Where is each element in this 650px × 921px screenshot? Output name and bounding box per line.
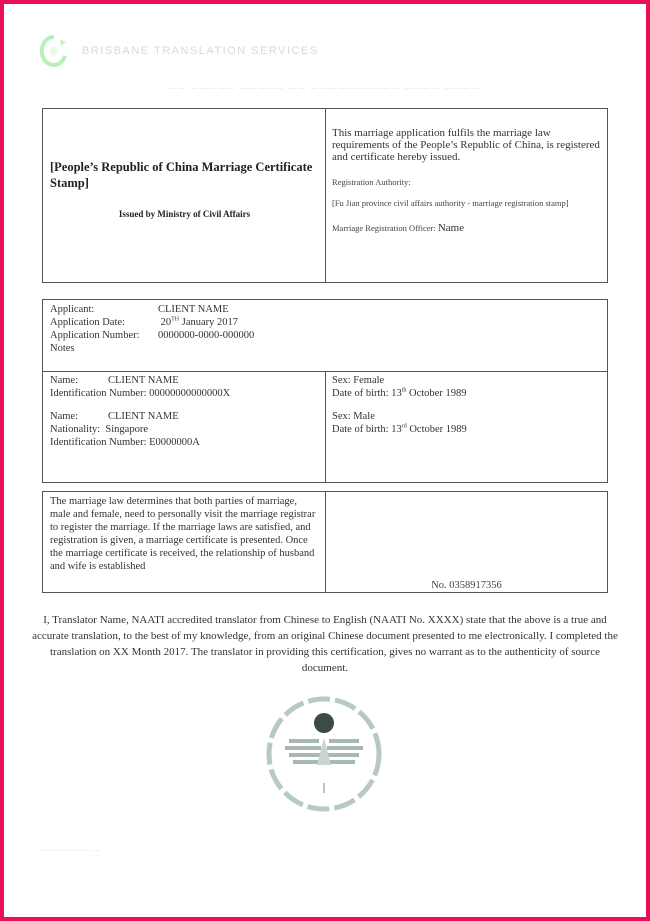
- circular-arrows-logo-icon: [40, 34, 68, 68]
- registration-statement: This marriage application fulfils the marriage law requirements of the People’s Republic of China, is registered and certificate hereby issued.: [332, 127, 600, 163]
- parties-demographics-cell: [326, 372, 607, 482]
- application-date-label: Application Date:: [50, 317, 125, 328]
- issued-by: Issued by Ministry of Civil Affairs: [118, 209, 251, 219]
- party2-sex: Sex: Male: [332, 411, 375, 422]
- company-name: BRISBANE TRANSLATION SERVICES: [82, 45, 319, 57]
- certificate-number: No. 0358917356: [431, 580, 502, 591]
- party1-name: Name: CLIENT NAME: [50, 375, 179, 386]
- party2-name: Name: CLIENT NAME: [50, 411, 179, 422]
- certificate-number-cell: [326, 492, 607, 592]
- document-subtitle: —— ————— ————— —— —————————— ———— ————: [169, 85, 481, 92]
- letterhead: [40, 34, 319, 68]
- application-number-label: Application Number:: [50, 330, 140, 341]
- parties-section: [43, 372, 607, 482]
- authority-stamp-note: [Fu Jian province civil affairs authority - marriage registration stamp]: [332, 198, 569, 208]
- stamp-title: [People’s Republic of China Marriage Certificate Stamp]: [50, 160, 313, 190]
- marriage-law-table: [42, 491, 608, 593]
- registration-authority-label: Registration Authority:: [332, 177, 411, 187]
- naati-seal-icon: [263, 693, 385, 815]
- certificate-stamp-table: [42, 108, 608, 283]
- applicant-row: [50, 303, 600, 316]
- party1-dob: Date of birth: 13th October 1989: [332, 387, 467, 399]
- parties-identity-cell: [43, 372, 326, 482]
- party1-sex: Sex: Female: [332, 375, 385, 386]
- notes-row: [50, 342, 600, 355]
- translator-declaration: I, Translator Name, NAATI accredited translator from Chinese to English (NAATI No. XXXX) state that the above is a true and accurate translation, to the best of my knowledge, from an original Chinese document presented to me electronically. I completed the translation on XX Month 2017. The translator in providing this certification, gives no warrant as to the authenticity of source document.: [32, 614, 618, 674]
- party2-dob: Date of birth: 13rd October 1989: [332, 423, 467, 435]
- registration-cell: [326, 109, 607, 282]
- marriage-law-text: The marriage law determines that both parties of marriage, male and female, need to personally visit the marriage registrar to register the marriage. If the marriage laws are satisfied, and registration is given, a marriage certificate is presented. Once the marriage certificate is received, the relationship of husband and wife is established: [43, 492, 326, 592]
- applicant-label: Applicant:: [50, 304, 95, 315]
- application-table: [42, 299, 608, 483]
- officer-name: Name: [437, 222, 465, 234]
- party1-id: Identification Number: 00000000000000X: [50, 388, 231, 399]
- applicant-value: CLIENT NAME: [158, 304, 229, 315]
- application-number-value: 0000000-0000-000000: [158, 330, 255, 341]
- officer-label: Marriage Registration Officer:: [332, 223, 436, 233]
- footer-note: —————— —: [42, 847, 101, 854]
- application-details: [43, 300, 607, 372]
- application-date-row: [50, 316, 600, 329]
- stamp-cell: [43, 109, 326, 282]
- party2-nationality: Nationality: Singapore: [50, 424, 148, 435]
- notes-label: Notes: [50, 343, 75, 354]
- application-date-value: 20TH January 2017: [160, 316, 239, 328]
- application-number-row: [50, 329, 600, 342]
- party2-id: Identification Number: E0000000A: [50, 437, 200, 448]
- registration-officer: [332, 223, 601, 234]
